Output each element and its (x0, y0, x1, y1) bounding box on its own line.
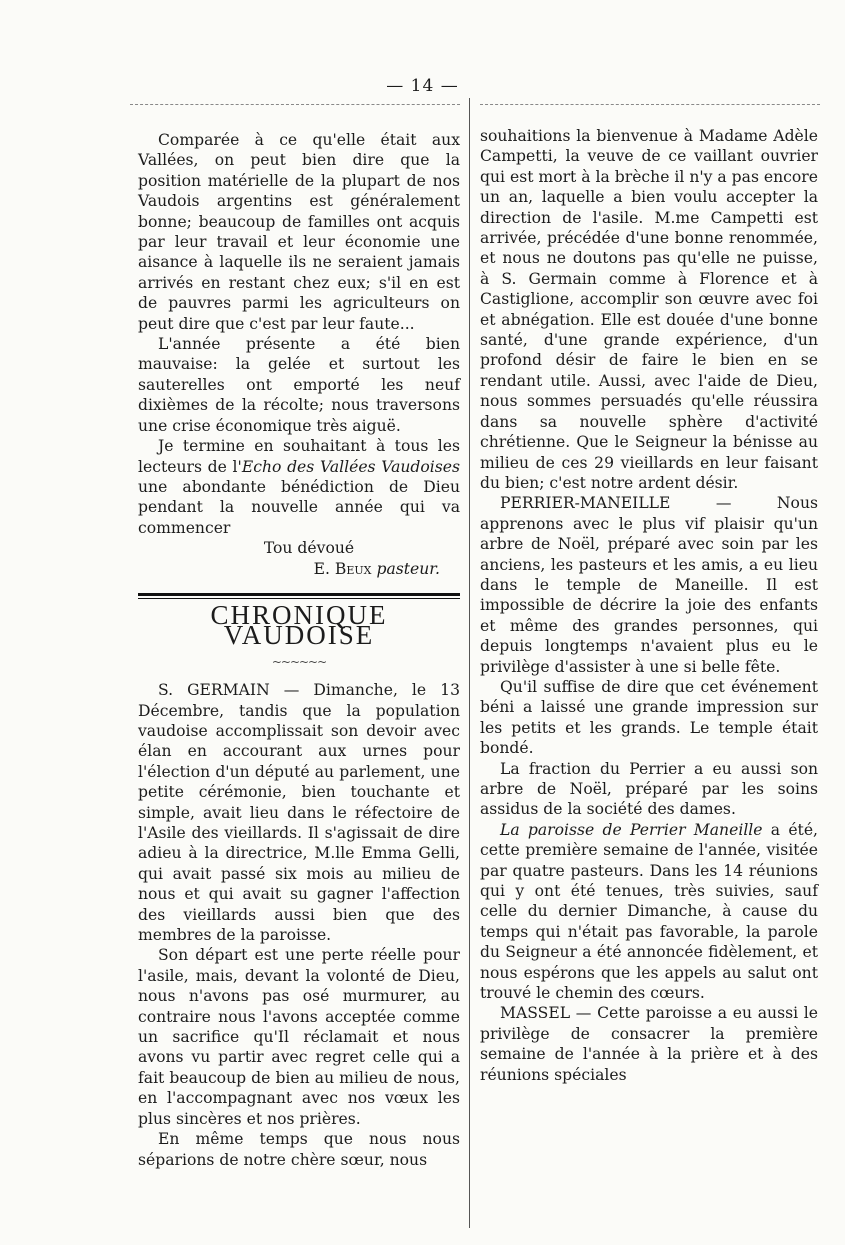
paragraph: La fraction du Perrier a eu aussi son arbre de Noël, préparé par les soins assidus de la société des dames. (480, 759, 818, 819)
closing-text: une abondante bénédiction de Dieu pendant la nouvelle année qui va commencer (138, 477, 460, 537)
paragraph: En même temps que nous nous séparions de notre chère sœur, nous (138, 1130, 460, 1169)
ornament: ~~~~~~ (271, 654, 327, 669)
paragraph: PERRIER-MANEILLE — Nous apprenons avec le plus vif plaisir qu'un arbre de Noël, préparé avec soin par les anciens, les pasteurs et les amis, a eu lieu dans le temple de Maneille. Il est impossible de décrire la joie des enfants et même des grandes personnes, qui depuis longtemps n'avaient plus eu le privilège d'assister à une si belle fête. (480, 494, 818, 676)
paragraph: MASSEL — Cette paroisse a eu aussi le privilège de consacrer la première semaine de l'année à la prière et à des réunions spéciales (480, 1004, 818, 1084)
signature (138, 559, 460, 579)
parish-name: La paroisse de Perrier Maneille (500, 820, 763, 839)
column-divider (469, 98, 470, 1228)
closing-paragraph (138, 436, 460, 538)
left-column (138, 130, 460, 1170)
right-column (480, 126, 818, 1085)
section-title: CHRONIQUE VAUDOISE (210, 599, 388, 651)
paragraph: S. GERMAIN — Dimanche, le 13 Décembre, tandis que la population vaudoise accomplissait son devoir avec élan en accourant aux urnes pour l'élection d'un député au parlement, une petite cérémonie, bien touchante et simple, avait lieu dans le réfectoire de l'Asile des vieillards. Il s'agissait de dire adieu à la directrice, M.lle Emma Gelli, qui avait passé six mois au milieu de nous et qui avait su gagner l'affection des vieillards aussi bien que des membres de la paroisse. (138, 681, 460, 945)
paragraph: L'année présente a été bien mauvaise: la gelée et surtout les sauterelles ont emporté les neuf dixièmes de la récolte; nous traversons une crise économique très aiguë. (138, 335, 460, 435)
signature-role: pasteur. (376, 559, 440, 578)
journal-title: Echo des Vallées Vaudoises (241, 457, 461, 476)
paragraph: Qu'il suffise de dire que cet événement béni a laissé une grande impression sur les petits et les grands. Le temple était bondé. (480, 677, 818, 758)
header-rule-right (480, 104, 820, 105)
closing-text: Je termine en souhaitant à tous les lecteurs de l' (138, 437, 460, 476)
paragraph: Son départ est une perte réelle pour l'asile, mais, devant la volonté de Dieu, nous n'avons pas osé murmurer, au contraire nous l'avons acceptée comme un sacrifice qu'Il réclamait et nous avons vu partir avec regret celle qui a fait beaucoup de bien au milieu de nous, en l'accompagnant avec nos vœux les plus sincères et nos prières. (138, 946, 460, 1128)
paragraph-text: a été, cette première semaine de l'année, visitée par quatre pasteurs. Dans les 14 réunions qui y ont été tenues, très suivies, sauf celle du dernier Dimanche, à cause du temps qui n'était pas favorable, la parole du Seigneur a été annoncée fidèlement, et nous espérons que les appels au salut ont trouvé le chemin des cœurs. (480, 820, 819, 1003)
paragraph (480, 820, 818, 1004)
header-rule-left (130, 104, 460, 105)
paragraph: Comparée à ce qu'elle était aux Vallées, on peut bien dire que la position matérielle de la plupart de nos Vaudois argentins est généralement bonne; beaucoup de familles ont acquis par leur travail et leur économie une aisance à laquelle ils ne seraient jamais arrivés en restant chez eux; s'il en est de pauvres parmi les agriculteurs on peut dire que c'est par leur faute... (138, 131, 460, 333)
section-rule (138, 593, 460, 599)
page-number: — 14 — (386, 76, 459, 96)
signature-name: E. Beux (313, 559, 372, 578)
signoff: Tou dévoué (263, 539, 355, 558)
paragraph: souhaitions la bienvenue à Madame Adèle Campetti, la veuve de ce vaillant ouvrier qui est mort à la brèche il n'y a pas encore un an, laquelle a bien voulu accepter la direction de l'asile. M.me Campetti est arrivée, précédée d'une bonne renommée, et nous ne doutons pas qu'elle ne puisse, à S. Germain comme à Florence et à Castiglione, accomplir son œuvre avec foi et abnégation. Elle est douée d'une bonne santé, d'une grande expérience, d'un profond désir de faire le bien en se rendant utile. Aussi, avec l'aide de Dieu, nous sommes persuadés qu'elle réussira dans sa nouvelle sphère d'activité chrétienne. Que le Seigneur la bénisse au milieu de ces 29 vieillards en leur faisant du bien; c'est notre ardent désir. (480, 127, 818, 492)
